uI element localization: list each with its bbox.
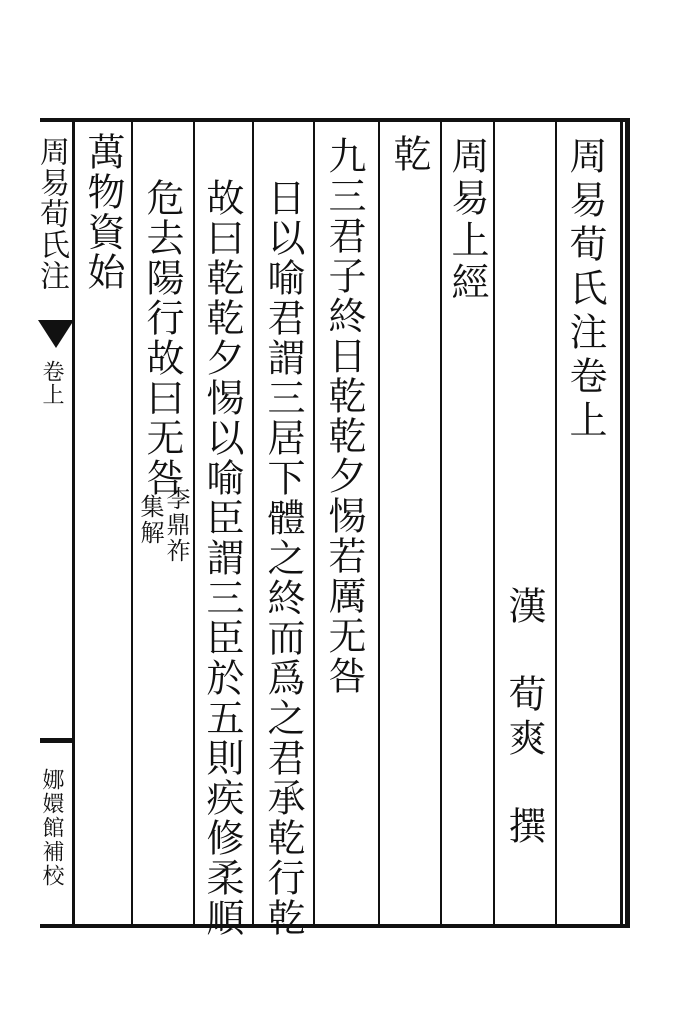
section-label: 周易上經 bbox=[445, 136, 489, 304]
edge-page-number bbox=[40, 738, 74, 743]
edge-volume: 卷上 bbox=[39, 360, 64, 406]
column-divider bbox=[72, 122, 75, 924]
column-divider bbox=[440, 122, 442, 924]
text-column-5: 萬物資始 bbox=[81, 132, 125, 292]
column-divider bbox=[620, 122, 623, 924]
note-line-2: 集解 bbox=[136, 494, 164, 546]
fishtail-mark bbox=[38, 320, 74, 348]
title-column: 周易荀氏注卷上 bbox=[563, 136, 607, 444]
column-divider bbox=[378, 122, 380, 924]
column-divider bbox=[313, 122, 315, 924]
column-divider bbox=[493, 122, 495, 924]
hexagram-heading: 乾 bbox=[387, 134, 431, 173]
column-divider bbox=[193, 122, 195, 924]
text-column-3: 故曰乾乾夕惕以喻臣謂三臣於五則疾修柔順 bbox=[200, 178, 244, 938]
edge-publisher: 娜嬛館補校 bbox=[39, 768, 64, 888]
text-column-2: 日以喻君謂三居下體之終而爲之君承乾行乾 bbox=[261, 178, 305, 938]
edge-title: 周易荀氏注 bbox=[34, 136, 69, 291]
column-divider bbox=[555, 122, 557, 924]
text-column-4: 危去陽行故曰无咎 bbox=[140, 178, 184, 498]
column-divider bbox=[131, 122, 133, 924]
text-column-1: 九三君子終日乾乾夕惕若厲无咎 bbox=[322, 136, 366, 696]
column-divider bbox=[252, 122, 254, 924]
author-column: 漢 荀爽 撰 bbox=[502, 586, 546, 850]
note-line-1: 李鼎祚 bbox=[162, 486, 190, 564]
